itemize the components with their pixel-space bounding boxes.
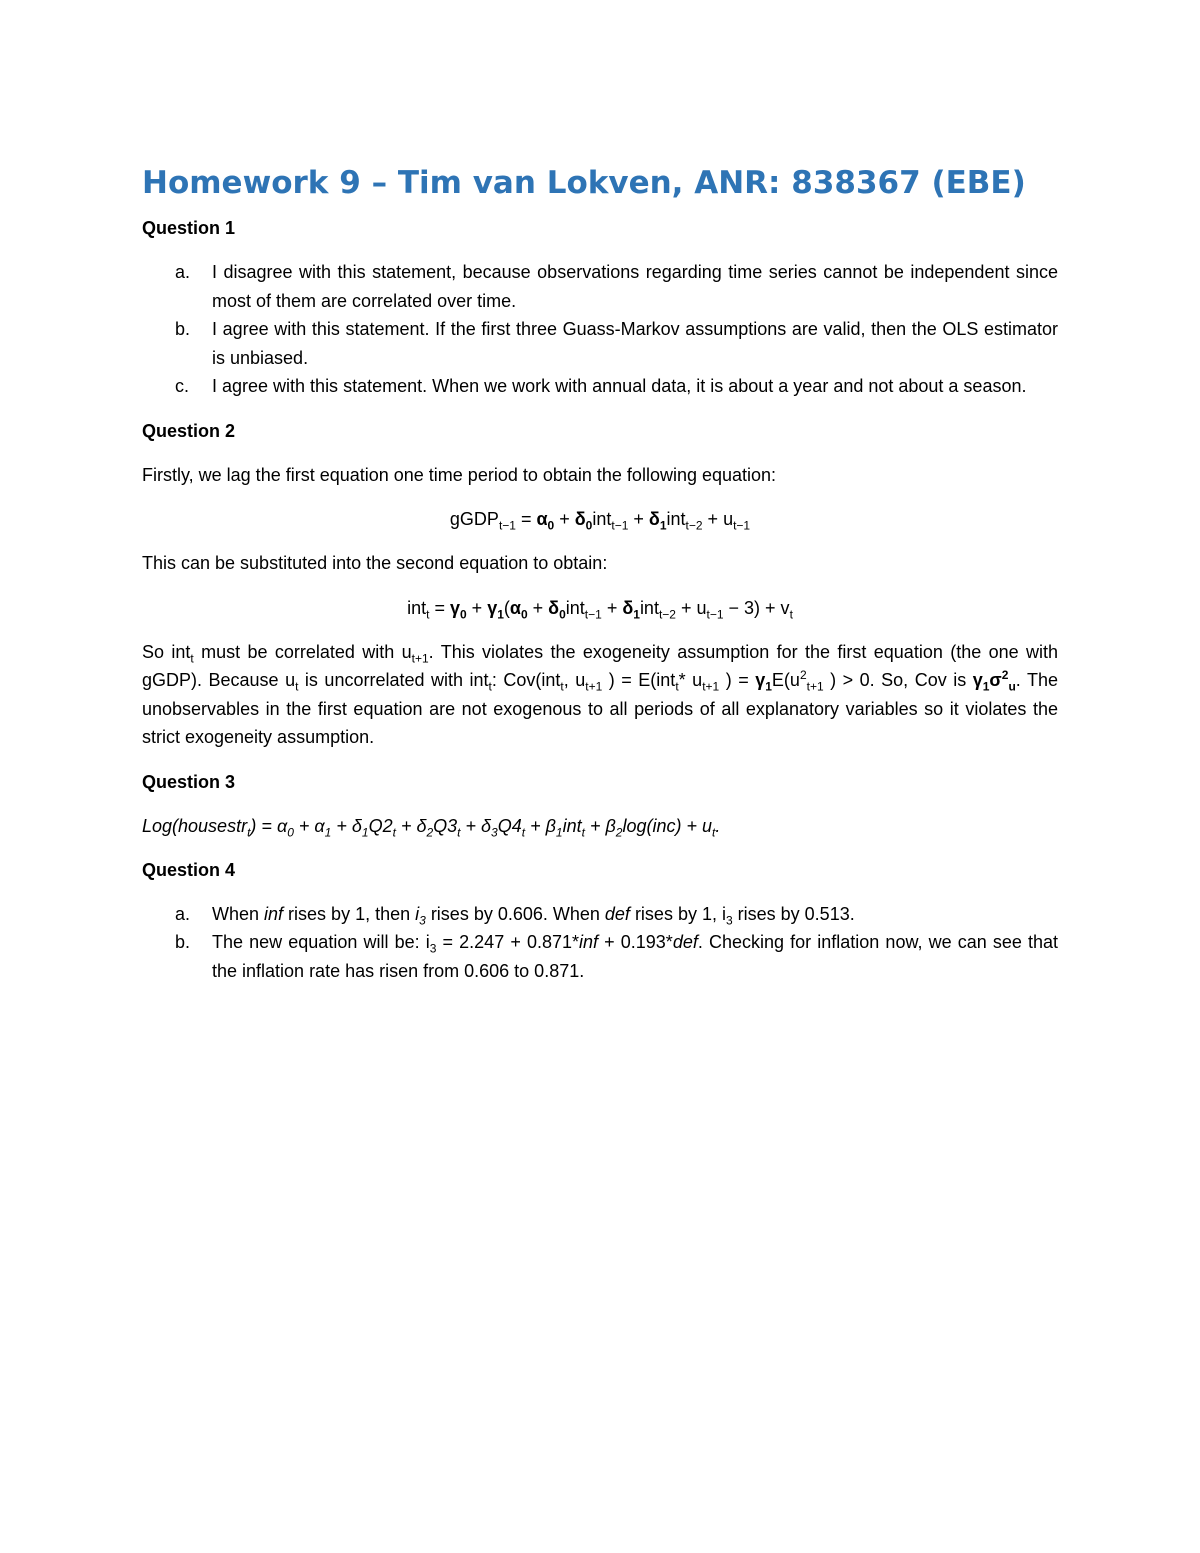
list-item: a. I disagree with this statement, because observations regarding time series cannot be independent since most of them are correlated over time. [175,262,1058,311]
answer-text: I agree with this statement. If the first three Guass-Markov assumptions are valid, then the OLS estimator is unbiased. [212,319,1058,368]
question-1-heading: Question 1 [142,218,236,238]
list-item: b. I agree with this statement. If the first three Guass-Markov assumptions are valid, then the OLS estimator is unbiased. [175,319,1058,368]
question-4-heading: Question 4 [142,859,236,880]
question-3-equation: Log(housestr$_t$) = $\alpha_0 + \alpha_1 + \delta_1Q2_t + \delta_2Q3_t + \delta_3Q4_t + \beta_1int_t + \beta_2\log(inc) + u_t$. [142,815,721,840]
document-page [142,160,1058,985]
lagged-equation: gGDP$_{t-1}$ = $\alpha_0 + \delta_0int_{t-1} + \delta_1int_{t-2} + u_{t-1}$ [449,509,751,533]
page-title: Homework 9 – Tim van Lokven, ANR: 838367 (EBE) [142,165,1026,201]
question-2-heading: Question 2 [142,420,236,441]
answer-text: I disagree with this statement, because observations regarding time series cannot be independent since most of them are correlated over time. [212,262,1058,311]
list-item: b. The new equation will be: $i_3 = 2.247 + 0.871*inf + 0.193*def$. Checking for inflation now, we can see that the inflation rate has risen from 0.606 to 0.871. [175,932,1059,981]
substituted-equation: $int_t = \gamma_0 + \gamma_1(\alpha_0 + \delta_0int_{t-1} + \delta_1int_{t-2} + u_{t-1} - 3) + v_t$ [407,597,793,622]
question-4-list [142,900,1058,986]
question-2-intro: Firstly, we lag the first equation one time period to obtain the following equation: [142,464,777,485]
question-2-middle: This can be substituted into the second equation to obtain: [142,553,608,573]
question-1-list [142,258,1058,401]
list-item: c. I agree with this statement. When we work with annual data, it is about a year and not about a season. [175,376,1027,396]
question-3-heading: Question 3 [142,771,236,792]
question-2-explanation: So int$_t$ must be correlated with $u_{t+1}$. This violates the exogeneity assumption for the first equation (the one with gGDP). Because $u_t$ is uncorrelated with int$_t$: Cov(int$_t$, $u_{t+1}$ ) = E(int$_t$* $u_{t+1}$ ) = $\gamma_1E(u^2_{t+1}$ ) > 0. So, Cov is $\gamma_1\sigma^2_u$. The unobservables in the first equation are not exogenous to all periods of all explanatory variables so it violates the strict exogeneity assumption. [142,641,1058,747]
answer-text: I agree with this statement. When we work with annual data, it is about a year and not about a season. [212,376,1027,396]
list-item: a. When inf rises by 1, then $i_3$ rises by 0.606. When def rises by 1, $i_3$ rises by 0.513. [175,903,855,928]
